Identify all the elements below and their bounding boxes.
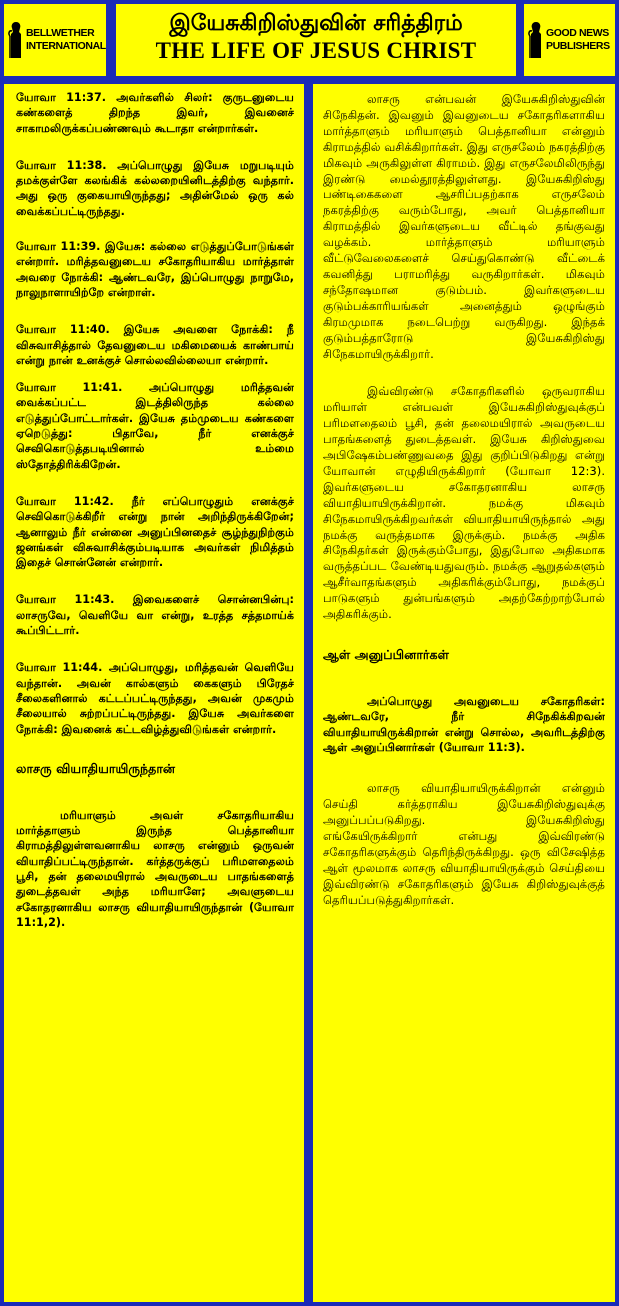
verse-11-43: யோவா 11:43. இவைகளைச் சொன்னபின்பு: லாசருவே, வெளியே வா என்று, உரத்த சத்தமாய்க் கூப்பிட்டார். (16, 593, 294, 638)
body-paragraph-3: லாசரு வியாதியாயிருக்கிறான் என்னும் செய்தி கர்த்தராகிய இயேசுகிறிஸ்துவுக்கு அனுப்பப்படுகிறது. இயேசுகிறிஸ்து எங்கேயிருக்கிறார் என்பது இவ்விரண்டு சகோதரிகளுக்கும் தெரிந்திருக்கிறது. ஒரு விசேஷித்த ஆள் மூலமாக லாசரு வியாதியாயிருக்கும் செய்தியை இவ்விரண்டு சகோதரிகளும் இயேசு கிறிஸ்துவுக்குத் தெரியப்படுத்துகிறார்கள். (323, 781, 605, 907)
good-news-logo (524, 4, 615, 76)
page-title-box (116, 4, 516, 76)
verse-11-37: யோவா 11:37. அவர்களில் சிலர்: குருடனுடைய கண்களைத் திறந்த இவர், இவனைச் சாகாமலிருக்கப்பண்ணவும் கூடாதா என்றார்கள். (16, 91, 294, 135)
verse-11-39: யோவா 11:39. இயேசு: கல்லை எடுத்துப்போடுங்கள் என்றார். மரித்தவனுடைய சகோதரியாகிய மார்த்தாள் அவரை நோக்கி: ஆண்டவரே, இப்பொழுது நாறுமே, நாலுநாளாயிற்றே என்றாள். (16, 240, 294, 299)
shepherd-icon (8, 20, 24, 60)
right-column (313, 84, 615, 1302)
page-title-tamil: இயேசுகிறிஸ்துவின் சரித்திரம் (169, 11, 463, 36)
section-text: மரியாளும் அவள் சகோதரியாகிய மார்த்தாளும் இருந்த பெத்தானியா கிராமத்திலுள்ளவனாகிய லாசரு என்னும் ஒருவன் வியாதிப்பட்டிருந்தான். கர்த்தருக்குப் பரிமளதைலம் பூசி, தன் தலைமயிரால் அவருடைய பாதங்களைத் துடைத்தவள் அந்த மரியாளே; அவளுடைய சகோதரனாகிய லாசரு வியாதியாயிருந்தான் (யோவா 11:1,2). (16, 808, 294, 929)
bellwether-name: BELLWETHER (26, 27, 95, 39)
shepherd-icon (528, 20, 544, 60)
bellwether-logo (4, 4, 106, 76)
verse-11-41: யோவா 11:41. அப்பொழுது மரித்தவன் வைக்கப்பட்ட இடத்திலிருந்த கல்லை எடுத்துப்போட்டார்கள். இயேசு தம்முடைய கண்களை ஏறெடுத்து: பிதாவே, நீர் எனக்குச் செவிகொடுத்தபடியினால் உம்மை ஸ்தோத்திரிக்கிறேன். (16, 381, 294, 471)
good-news-subname: PUBLISHERS (546, 40, 610, 52)
body-paragraph-2: இவ்விரண்டு சகோதரிகளில் ஒருவராகிய மரியாள் என்பவள் இயேசுகிறிஸ்துவுக்குப் பரிமளதைலம் பூசி, தன் தலைமயிரால் அவருடைய பாதங்களைத் துடைத்தவள். இயேசு கிறிஸ்துவை அபிஷேகம்பண்ணுவதை இது குறிப்பிடுகிறது என்று யோவான் எழுதியிருக்கிறார் (யோவா 12:3). இவர்களுடைய சகோதரனாகிய லாசரு வியாதியாயிருக்கிறான். நமக்கு மிகவும் சிநேகமாயிருக்கிறவர்கள் வியாதியாயிருந்தால் அது நமக்கு வருத்தமாக இருக்கும். நமக்கு அதிக சிநேகிதர்கள் இருக்கும்போது, இதுபோல அதிகமாக வருத்தப்பட வேண்டியதுவரும். நமக்கு ஆறுதல்களும் ஆசீர்வாதங்களும் அதிகரிக்கும்போது, நமக்குப் பாடுகளும் துன்பங்களும் அதற்கேற்றாற்போல் அதிகரிக்கும். (323, 384, 605, 622)
left-column (4, 84, 304, 1302)
good-news-name: GOOD NEWS (546, 27, 609, 39)
verse-11-3: அப்பொழுது அவனுடைய சகோதரிகள்: ஆண்டவரே, நீர் சிநேகிக்கிறவன் வியாதியாயிருக்கிறான் என்று சொல்ல, அவரிடத்திற்கு ஆள் அனுப்பினார்கள் (யோவா 11:3). (323, 695, 605, 754)
section-heading: லாசரு வியாதியாயிருந்தான் (16, 760, 176, 776)
verse-11-40: யோவா 11:40. இயேசு அவளை நோக்கி: நீ விசுவாசித்தால் தேவனுடைய மகிமையைக் காண்பாய் என்று நான் உனக்குச் சொல்லவில்லையா என்றார். (16, 323, 294, 367)
body-paragraph-1: லாசரு என்பவன் இயேசுகிறிஸ்துவின் சிநேகிதன். இவனும் இவனுடைய சகோதரிகளாகிய மார்த்தாளும் மரியாளும் பெத்தானியா என்னும் கிராமத்தில் வசிக்கிறார்கள். இது எருசலேம் நகரத்திற்கு மிகவும் அருகிலுள்ள கிராமம். இது எருசலேமிலிருந்து இரண்டு மைல்தூரத்திலுள்ளது. இயேசுகிறிஸ்து பண்டிகைகளை ஆசரிப்பதற்காக எருசலேம் நகரத்திற்கு வரும்போது, அவர் பெத்தானியா கிராமத்தில் இவர்களுடைய வீட்டில் தங்குவது வழக்கம். மார்த்தாளும் மரியாளும் வீட்டுவேலைகளைச் செய்துகொண்டு வீட்டைக் கவனித்து பராமரித்து வருகிறார்கள். மிகவும் சந்தோஷமான குடும்பம். இவர்களுடைய குடும்பக்காரியங்கள் அனைத்தும் ஒழுங்கும் கிரமமுமாக நடைபெற்று வருகிறது. இந்தக் குடும்பத்தாரோடு இயேசுகிறிஸ்து சிநேகமாயிருக்கிறார். (323, 92, 605, 361)
verse-11-38: யோவா 11:38. அப்பொழுது இயேசு மறுபடியும் தமக்குள்ளே கலங்கிக் கல்லறையினிடத்திற்கு வந்தார். அது ஒரு குகையாயிருந்தது; அதின்மேல் ஒரு கல் வைக்கப்பட்டிருந்தது. (16, 158, 294, 218)
verse-11-44: யோவா 11:44. அப்பொழுது, மரித்தவன் வெளியே வந்தான். அவன் கால்களும் கைகளும் பிரேதச் சீலைகளினால் கட்டப்பட்டிருந்தது, அவன் முகமும் சீலையால் சுற்றப்பட்டிருந்தது. இயேசு அவர்களை நோக்கி: இவனைக் கட்டவிழ்த்துவிடுங்கள் என்றார். (16, 661, 294, 736)
page-title-english: THE LIFE OF JESUS CHRIST (155, 38, 477, 63)
bellwether-subname: INTERNATIONAL (26, 40, 106, 52)
verse-11-42: யோவா 11:42. நீர் எப்பொழுதும் எனக்குச் செவிகொடுக்கிறீர் என்று நான் அறிந்திருக்கிறேன்; ஆனாலும் நீர் என்னை அனுப்பினதைச் சூழ்ந்துநிற்கும் ஜனங்கள் விசுவாசிக்கும்படியாக அவர்கள் நிமித்தம் இதைச் சொன்னேன் என்றார். (16, 494, 294, 570)
section-heading-right: ஆள் அனுப்பினார்கள் (323, 647, 449, 662)
